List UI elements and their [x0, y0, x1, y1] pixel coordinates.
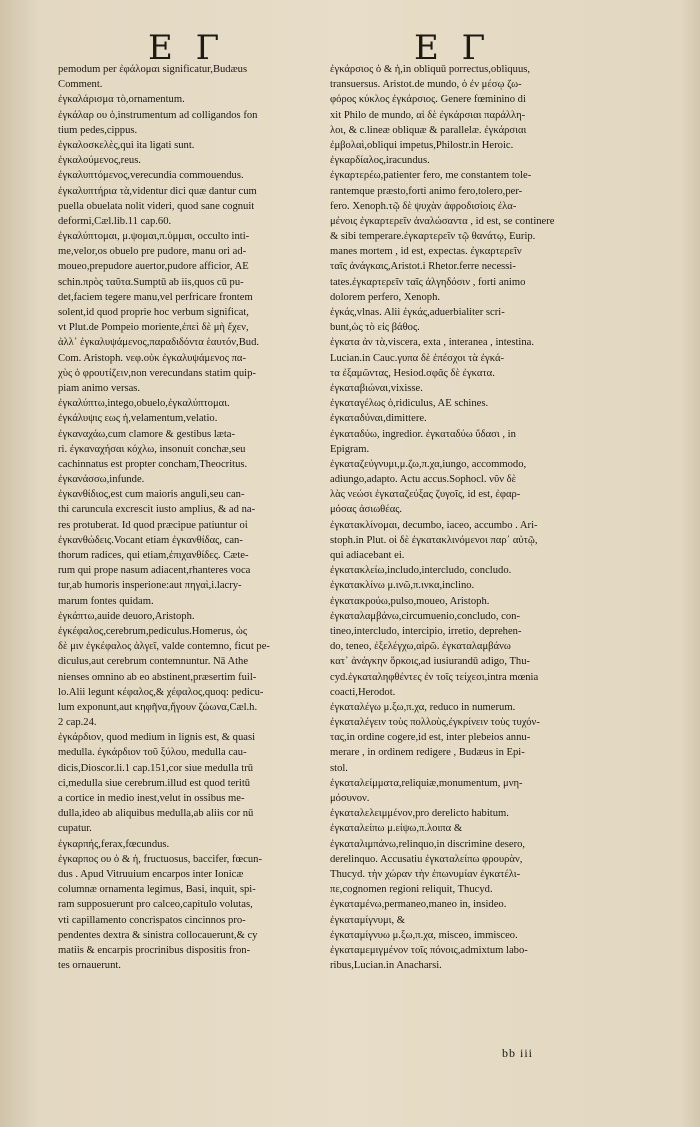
text-line: ἐγκατακλείω,includo,intercludo, concludo.	[330, 565, 512, 577]
left-text-column	[58, 62, 326, 973]
text-line: ἐγκαταλέγειν τοὺς πολλοὺς,ἐγκρίνειν τοὺς τυχόν-	[330, 717, 540, 729]
text-line: ram supposuerunt pro calceo,capitulo volutas,	[58, 899, 253, 911]
text-line: μένοις ἐγκαρτερεῖν ἀναλώσαντα , id est, se continere	[330, 215, 555, 227]
text-line: ἐγκατακλίνομαι, decumbo, iaceo, accumbo . Ari-	[330, 519, 538, 531]
text-line: ἐγκανάσσω,infunde.	[58, 474, 145, 486]
text-line: ἐγκανθώδεις.Vocant etiam ἐγκανθίδας, can-	[58, 534, 243, 546]
text-line: ἐγκαρδίαλος,iracundus.	[330, 155, 430, 167]
text-line: columnæ ornamenta legimus, Basi, inquit, spi-	[58, 884, 256, 896]
text-line: λοι, & c.lineæ obliquæ & parallelæ. ἐγκάρσιαι	[330, 124, 527, 136]
text-line: pemodum per ἐφάλομαι significatur,Budæus	[58, 64, 248, 75]
text-line: det,faciem tegere manu,vel perfricare frontem	[58, 291, 253, 303]
text-line: ἐγκαταδύω, ingredior. ἐγκαταδύω ὕδασι , in	[330, 428, 516, 440]
text-line: tium pedes,cippus.	[58, 124, 138, 136]
text-line: χὺς ὁ φρουτίζειν,non verecundans statim quip-	[58, 367, 256, 379]
text-line: cupatur.	[58, 823, 92, 835]
text-line: ἐγκέφαλος,cerebrum,pediculus.Homerus, ὡς	[58, 625, 248, 637]
text-line: ἐγκαρπής,ferax,fœcundus.	[58, 838, 170, 850]
text-line: Epigram.	[330, 443, 370, 455]
text-line: dus . Apud Vitruuium encarpos inter Ionicæ	[58, 868, 244, 880]
text-line: ἐγκαλυπτήρια τὰ,videntur dici quæ dantur cum	[58, 185, 257, 197]
text-line: me,velor,os obuelo pre pudore, manu ori ad-	[58, 246, 247, 258]
text-line: ἐγκαταβιώναι,vixisse.	[330, 382, 423, 394]
text-line: τας,in ordine cogere,id est, inter plebeios annu-	[330, 732, 531, 744]
text-line: tineo,intercludo, intercipio, irretio, deprehen-	[330, 625, 522, 637]
text-line: nienses omnino ab eo abstinent,præsertim fuil-	[58, 671, 257, 683]
text-line: & sibi temperare.ἐγκαρτερεῖν τῷ θανάτῳ, Eurip.	[330, 231, 536, 243]
text-line: schin.πρὸς ταῦτα.Sumptū ab iis,quos cū pu-	[58, 276, 244, 288]
text-line: ἐγκαλούμενος,reus.	[58, 155, 141, 167]
text-line: μόσας ἀσιωθέας.	[330, 504, 403, 516]
text-line: tates.ἐγκαρτερεῖν ταῖς ἀλγηδόσιν , forti animo	[330, 276, 526, 288]
text-line: diculus,aut cerebrum contemnuntur. Nā Athe	[58, 656, 249, 668]
text-line: stoph.in Plut. οἱ δὲ ἐγκατακλινόμενοι παρ᾽ αὐτῷ,	[330, 534, 538, 546]
text-line: medulla. ἐγκάρδιον τοῦ ξύλου, medulla cau-	[58, 747, 247, 759]
text-line: φόρος κύκλος ἐγκάρσιος. Genere fœminino di	[330, 94, 526, 106]
text-line: solent,id quod proprie hoc verbum significat,	[58, 307, 249, 318]
text-line: ἐγκαλύπτω,intego,obuelo,ἐγκαλύπτομαι.	[58, 398, 230, 410]
text-line: ἐγκαλάρισμα τὸ,ornamentum.	[58, 94, 185, 106]
text-line: ri. ἐγκαναχήσαι κόχλω, insonuit conchæ,seu	[58, 443, 246, 455]
text-line: ἐγκάλυψις εως ἡ,velamentum,velatio.	[58, 413, 218, 425]
text-line: Comment.	[58, 79, 103, 91]
text-line: marum fontes quidam.	[58, 595, 154, 607]
text-line: ἐγκάλαρ ου ὁ,instrumentum ad colligandos fon	[58, 109, 258, 121]
text-line: 2 cap.24.	[58, 717, 97, 729]
text-line: merare , in ordinem redigere , Budæus in Epi-	[330, 747, 525, 759]
text-line: xit Philo de mundo, αἱ δὲ ἐγκάρσιαι παράλλη-	[330, 109, 526, 121]
left-running-headword: E Γ	[148, 28, 226, 68]
text-line: moueo,prepudore auertor,pudore afficior, AE	[58, 261, 249, 273]
text-line: stol.	[330, 762, 348, 774]
text-line: piam animo versas.	[58, 382, 141, 394]
text-line: ἐγκαλυπτόμενος,verecundia commouendus.	[58, 170, 244, 182]
text-line: lum exponunt,aut κηφῆνα,ἤγουν ζώωνα,Cæl.h.	[58, 701, 258, 713]
text-line: μόσυνον.	[330, 793, 370, 804]
text-line: ἐγκαταμίγνυμι, &	[330, 914, 406, 926]
text-line: cyd.ἐγκαταληφθέντες ἐν τοῖς τείχεσι,intra mœnia	[330, 671, 539, 683]
text-line: dicis,Dioscor.li.1 cap.151,cor siue medulla trū	[58, 762, 254, 774]
text-line: ἐγκαλοσκελὲς,qui ita ligati sunt.	[58, 139, 195, 151]
text-line: δὲ μιν ἐγκέφαλος ἀλγεῖ, valde contemno, ficut pe-	[58, 641, 270, 653]
right-running-headword: E Γ	[414, 28, 492, 68]
text-line: matiis & encarpis procrinibus dispositis fron-	[58, 944, 251, 956]
text-line: tes ornauerunt.	[58, 960, 121, 972]
text-line: ἐγκαναχάω,cum clamore & gestibus læta-	[58, 428, 236, 440]
text-line: pendentes dextra & sinistra collocauerunt,& cy	[58, 929, 258, 941]
text-line: Com. Aristoph. νεφ.οὐκ ἐγκαλυψάμενος πα-	[58, 352, 247, 364]
text-line: ribus,Lucian.in Anacharsi.	[330, 960, 442, 972]
text-line: vt Plut.de Pompeio moriente,ἐπεὶ δὲ μὴ ἔχεν,	[58, 322, 249, 334]
text-line: fero. Xenoph.τῷ δὲ ψυχὰν ἀφροδισίοις ἐλα-	[330, 200, 517, 212]
text-line: manes mortem , id est, expectas. ἐγκαρτερεῖν	[330, 246, 522, 258]
text-line: res protuberat. Id quod præcipue patiuntur οἱ	[58, 519, 248, 531]
text-line: ἐμβολαὶ,obliqui impetus,Philostr.in Heroic.	[330, 139, 514, 151]
text-line: ἐγκανθίδιος,est cum maioris anguli,seu can-	[58, 489, 245, 501]
text-line: dolorem perfero, Xenoph.	[330, 291, 441, 303]
text-line: ἐγκάς,vlnas. Alii ἐγκάς,aduerbialiter scri-	[330, 307, 505, 318]
text-line: lo.Alii legunt κέφαλος,& χέφαλος,quoq: pedicu-	[58, 686, 264, 698]
text-line: adiungo,adapto. Actu accus.Sophocl. νῦν δὲ	[330, 474, 517, 486]
signature-mark: bb iii	[502, 1046, 534, 1060]
text-line: ἐγκατακρούω,pulso,moueo, Aristoph.	[330, 595, 490, 607]
text-line: ἐγκατα ἀν τὰ,viscera, exta , interanea , intestina.	[330, 337, 535, 349]
text-line: ἐγκαταδύναι,dimittere.	[330, 413, 427, 425]
text-line: ἐγκαταλελειμμένον,pro derelicto habitum.	[330, 808, 509, 820]
text-line: ἐγκαταζεύγνυμι,μ.ζω,π.χα,iungo, accommodo,	[330, 458, 527, 470]
text-line: Lucian.in Cauc.γυπα δὲ ἐπέσχοι τὰ ἐγκά-	[330, 352, 505, 364]
text-line: ἐγκαταλείπω μ.είψω,π.λοιπα &	[330, 823, 463, 835]
text-line: dulla,ideo ab aliquibus medulla,ab aliis cor nū	[58, 808, 254, 820]
text-line: derelinquo. Accusatiu ἐγκαταλείπω φρουρὰν,	[330, 853, 523, 865]
text-line: tur,ab humoris insperione:aut πηγαὶ,i.lacry-	[58, 580, 242, 592]
text-line: ἐγκαταμένω,permaneo,maneo in, insideo.	[330, 899, 507, 911]
text-line: ἐγκαταλέγω μ.ξω,π.χα, reduco in numerum.	[330, 701, 516, 713]
text-line: rantemque præsto,forti animo fero,tolero,per-	[330, 185, 523, 197]
text-line: ταῖς ἀνάγκαις,Aristot.i Rhetor.ferre necessi-	[330, 261, 516, 273]
text-line: a cortice in medio inest,velut in ossibus me-	[58, 793, 245, 804]
text-line: ἀλλ᾽ ἐγκαλυψάμενος,παραδιδόντα ἑαυτόν,Bud.	[58, 337, 260, 349]
text-line: vti capillamento concrispatos cincinnos pro-	[58, 914, 246, 926]
text-line: thorum radices, qui etiam,ἐπιχανθίδες. Cæte-	[58, 550, 249, 561]
text-line: ἐγκάπτω,auide deuoro,Aristoph.	[58, 610, 195, 622]
text-line: κατ᾽ ἀνάγκην ὅρκοις,ad iusiurandū adigo, Thu-	[330, 656, 531, 668]
text-line: ἐγκάρσιος ὁ & ἡ,in obliquū porrectus,obliquus,	[330, 64, 531, 75]
text-line: puella obuelata nolit videri, quod sane cognuit	[58, 200, 255, 212]
text-line: ἐγκαταλείμματα,reliquiæ,monumentum, μνη-	[330, 777, 523, 789]
text-line: λὰς νεώσι ἐγκαταζεύξας ζυγοῖς, id est, ἐφαρ-	[330, 489, 521, 501]
text-line: ἐγκαταγέλως ὁ,ridiculus, AE schines.	[330, 398, 489, 410]
text-line: transuersus. Aristot.de mundo, ὁ ἐν μέσῳ ζω-	[330, 79, 522, 91]
text-line: Thucyd. τὴν χώραν τὴν ἐπωνυμίαν ἐγκατέλι-	[330, 868, 521, 880]
text-line: τα ἐξαμῶντας, Hesiod.σφᾶς δὲ ἐγκατα.	[330, 367, 495, 379]
text-line: ἐγκαταλαμβάνω,circumuenio,concludo, con-	[330, 610, 520, 622]
right-text-column	[330, 62, 602, 973]
text-line: ἐγκαταλιμπάνω,relinquo,in discrimine desero,	[330, 838, 526, 850]
text-line: ἐγκάρδιον, quod medium in lignis est, & quasi	[58, 732, 256, 744]
text-line: do, teneo, ἐξελέγχω,αἱρῶ. ἐγκαταλαμβάνω	[330, 641, 511, 653]
text-line: bunt,ὡς τὸ εἰς βάθος.	[330, 322, 420, 334]
text-line: ἐγκατακλίνω μ.ινῶ,π.ινκα,inclino.	[330, 580, 475, 592]
text-line: coacti,Herodot.	[330, 686, 396, 698]
text-line: πε,cognomen regioni reliquit, Thucyd.	[330, 884, 493, 896]
text-line: ἐγκαλύπτομαι, μ.ψομαι,π.ὑμμαι, occulto inti-	[58, 231, 250, 243]
text-line: ci,medulla siue cerebrum.illud est quod teritū	[58, 777, 251, 789]
text-line: ἐγκαταμεμιγμένον τοῖς πόνοις,admixtum labo-	[330, 944, 528, 956]
text-line: deformi,Cæl.lib.11 cap.60.	[58, 215, 172, 227]
text-line: rum qui prope nasum adiacent,rhanteres voca	[58, 565, 251, 577]
text-line: thi caruncula excrescit iusto amplius, & ad na-	[58, 504, 256, 516]
text-line: qui adiacebant ei.	[330, 550, 405, 561]
text-line: ἐγκαρπος ου ὁ & ἡ, fructuosus, baccifer, fœcun-	[58, 853, 262, 865]
text-line: ἐγκαρτερέω,patienter fero, me constantem tole-	[330, 170, 532, 182]
text-line: cachinnatus est propter concham,Theocritus.	[58, 458, 248, 470]
text-line: ἐγκαταμίγνυω μ.ξω,π.χα, misceo, immisceo.	[330, 929, 518, 941]
